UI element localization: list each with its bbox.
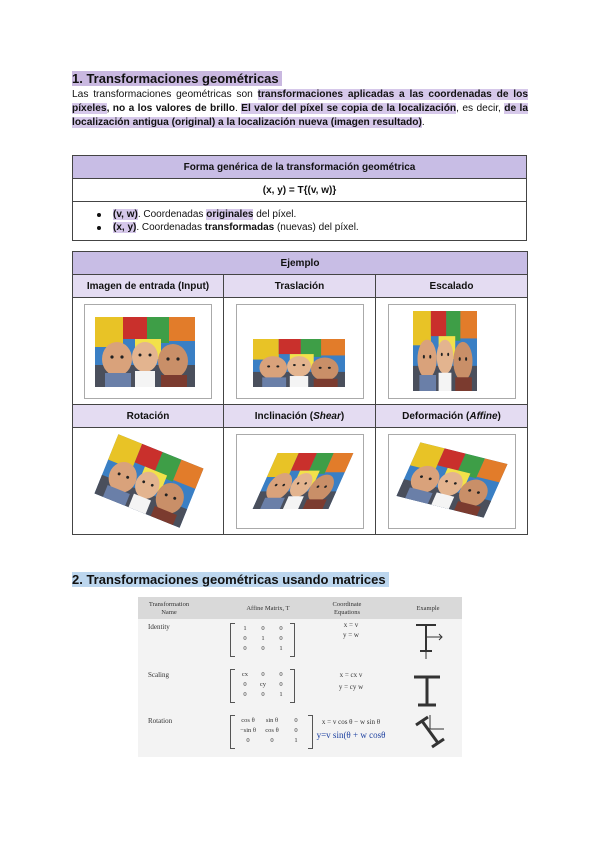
bullet-icon (97, 226, 101, 230)
section-1-paragraph (72, 88, 528, 130)
matrix-bracket (230, 715, 235, 749)
col-shear: Inclinación (Shear) (224, 405, 376, 428)
matrix-cell: −sin θ (240, 727, 256, 734)
row-identity: Identity (148, 623, 170, 631)
generic-transform-table (72, 155, 527, 241)
matrix-cell: 1 (279, 645, 283, 652)
matrix-cell: 0 (270, 737, 274, 744)
example-figures (410, 619, 454, 757)
para-highlight: El valor del píxel se copia de la localización (241, 103, 457, 114)
section-1-heading: 1. Transformaciones geométricas (72, 71, 282, 86)
shear-image (236, 434, 364, 529)
matrix-cell: 0 (279, 681, 283, 688)
list-item: (x, y). Coordenadas transformadas (nuevas) del píxel. (97, 221, 518, 234)
rotation-image (85, 435, 211, 528)
para-text: . (421, 117, 425, 128)
matrix-cell: cx (241, 671, 249, 678)
col-rotation: Rotación (73, 405, 224, 428)
row-scaling: Scaling (148, 671, 169, 679)
matrix-cell: 0 (261, 691, 265, 698)
matrix-table-header: Transformation Name Affine Matrix, T Coordinate Equations Example (138, 597, 462, 619)
row-rotation: Rotation (148, 717, 173, 725)
matrix-cell: 0 (279, 625, 283, 632)
matrix-bracket (290, 623, 295, 657)
matrix-cell: 0 (243, 681, 247, 688)
matrix-table-image: Transformation Name Affine Matrix, T Coordinate Equations Example Identity Scaling Rotation 1 0 0 0 1 0 0 0 1 cx 0 0 0 cy 0 0 0 1 cos θ sin θ 0 −sin θ cos θ 0 0 0 1 x = v y = w x = cx v y = cy w x = v cos θ − w sin θ y=v sin(θ + w cosθ (138, 597, 462, 757)
para-highlight: de la localización antigua (original) a la localización nueva (imagen resultado) (72, 103, 529, 128)
para-text: , es decir, (456, 103, 505, 114)
matrix-cell: 0 (243, 691, 247, 698)
input-image (84, 304, 212, 399)
table-header: Forma genérica de la transformación geométrica (73, 156, 527, 179)
matrix-cell: 0 (294, 727, 298, 734)
matrix-cell: cos θ (265, 727, 279, 734)
para-text: Las transformaciones geométricas son (72, 89, 258, 100)
col-input: Imagen de entrada (Input) (73, 275, 224, 298)
matrix-cell: 0 (246, 737, 250, 744)
matrix-cell: 1 (294, 737, 298, 744)
matrix-cell: 0 (279, 635, 283, 642)
matrix-cell: sin θ (265, 717, 279, 724)
translation-image (236, 304, 364, 399)
matrix-cell: 0 (261, 625, 265, 632)
matrix-cell: 0 (243, 635, 247, 642)
col-scaling: Escalado (376, 275, 528, 298)
affine-image (388, 434, 516, 529)
example-table (72, 251, 528, 535)
section-2-heading: 2. Transformaciones geométricas usando matrices (72, 572, 389, 587)
col-translation: Traslación (224, 275, 376, 298)
matrix-bracket (230, 669, 235, 703)
matrix-cell: 1 (279, 691, 283, 698)
para-text: . (234, 103, 242, 114)
matrix-cell: 0 (261, 671, 265, 678)
matrix-cell: 0 (294, 717, 298, 724)
matrix-bracket (230, 623, 235, 657)
matrix-cell: 0 (279, 671, 283, 678)
bullet-icon (97, 213, 101, 217)
matrix-bracket (290, 669, 295, 703)
matrix-cell: cos θ (241, 717, 255, 724)
matrix-cell: 1 (261, 635, 265, 642)
table-header: Ejemplo (73, 252, 528, 275)
matrix-cell: cy (259, 681, 267, 688)
bullet-list (73, 202, 527, 241)
para-bold: , no a los valores de brillo (106, 103, 235, 114)
para-highlight: transformaciones aplicadas a las coordenadas de los píxeles (72, 89, 528, 114)
matrix-cell: 0 (261, 645, 265, 652)
scaling-image (388, 304, 516, 399)
list-item: (v, w). Coordenadas originales del píxel. (97, 208, 518, 221)
matrix-cell: 1 (243, 625, 247, 632)
col-affine: Deformación (Affine) (376, 405, 528, 428)
matrix-cell: 0 (243, 645, 247, 652)
transform-formula: (x, y) = T{(v, w)} (73, 179, 527, 202)
